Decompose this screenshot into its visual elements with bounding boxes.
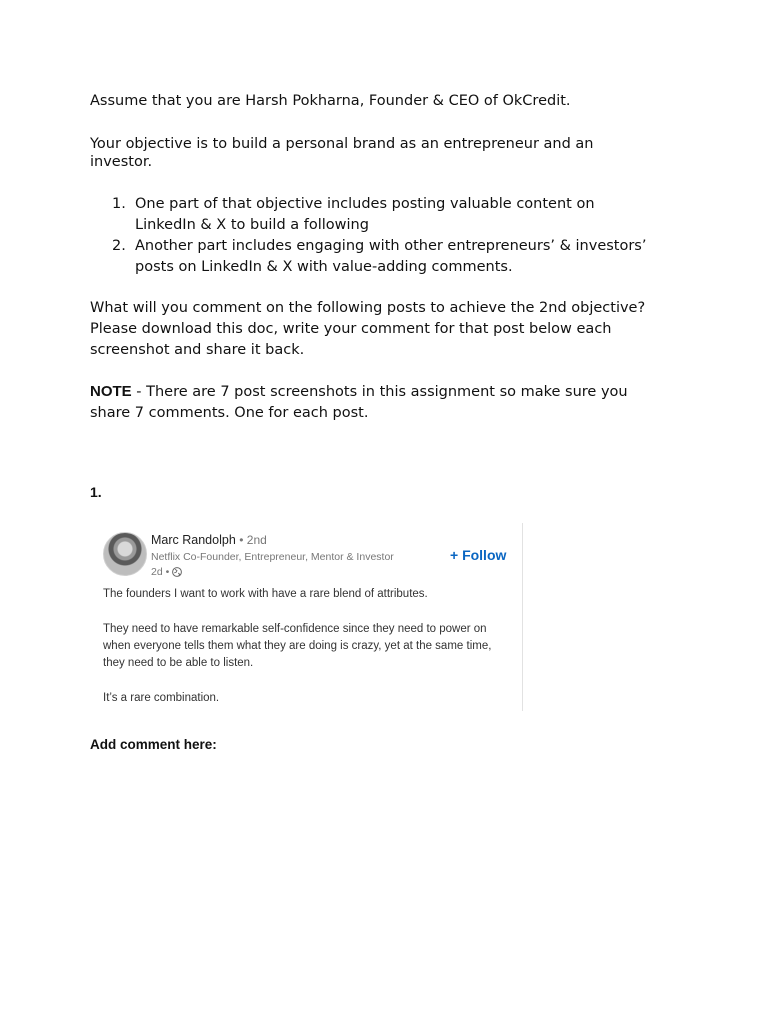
- list-number: 2.: [112, 238, 126, 254]
- list-number: 1.: [112, 196, 126, 212]
- objective-list: [90, 194, 650, 278]
- avatar: [103, 532, 147, 576]
- list-text: Another part includes engaging with other entrepreneurs’ & investors’ posts on LinkedIn & X with value-adding comments.: [135, 238, 647, 275]
- post-body: [103, 586, 513, 725]
- post-author: [151, 533, 267, 547]
- globe-icon: [172, 567, 182, 577]
- post-time: 2d •: [151, 566, 170, 578]
- author-name: Marc Randolph: [151, 533, 236, 547]
- note-label: NOTE: [90, 383, 132, 400]
- linkedin-post-screenshot: [92, 523, 523, 711]
- list-item: [90, 236, 650, 278]
- post-number: 1.: [90, 484, 102, 500]
- question-text: What will you comment on the following posts to achieve the 2nd objective? Please download this doc, write your comment for that post below each screenshot and share it back.: [90, 300, 646, 358]
- intro-objective: Your objective is to build a personal brand as an entrepreneur and an investor.: [90, 136, 594, 170]
- post-paragraph: The founders I want to work with have a rare blend of attributes.: [103, 588, 428, 600]
- list-item: [90, 194, 650, 236]
- post-paragraph: It’s a rare combination.: [103, 692, 220, 704]
- note: [90, 381, 630, 424]
- add-comment-label: Add comment here:: [90, 737, 217, 752]
- post-meta: [151, 566, 182, 578]
- author-headline: Netflix Co-Founder, Entrepreneur, Mentor & Investor: [151, 551, 394, 563]
- connection-degree: • 2nd: [239, 533, 267, 547]
- note-text: - There are 7 post screenshots in this assignment so make sure you share 7 comments. One for each post.: [90, 384, 628, 421]
- intro-role: Assume that you are Harsh Pokharna, Founder & CEO of OkCredit.: [90, 93, 571, 109]
- list-text: One part of that objective includes posting valuable content on LinkedIn & X to build a following: [135, 196, 595, 233]
- post-paragraph: They need to have remarkable self-confidence since they need to power on when everyone tells them what they are doing is crazy, yet at the same time, they need to be able to listen.: [103, 623, 492, 669]
- follow-button[interactable]: + Follow: [450, 547, 507, 563]
